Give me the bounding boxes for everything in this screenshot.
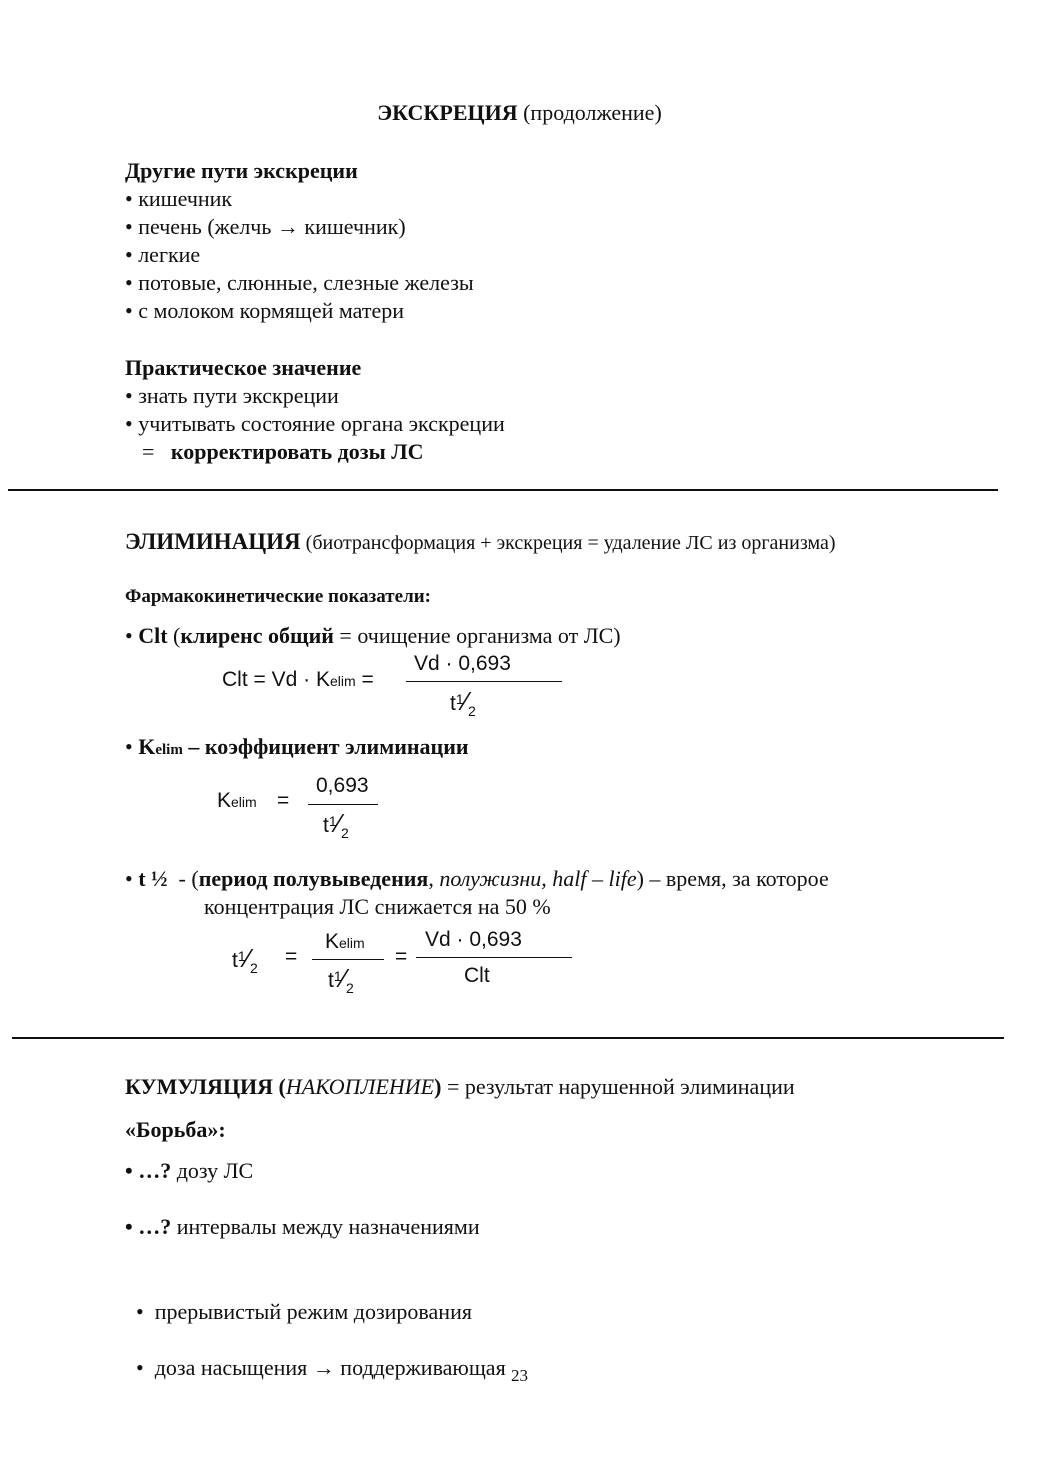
thalf-formula-lhs: $t^1⁄_2$ bbox=[232, 943, 258, 976]
equals-sign: = bbox=[142, 439, 155, 464]
list-item: • учитывать состояние органа экскреции bbox=[125, 411, 505, 436]
fight-heading: «Борьба»: bbox=[125, 1117, 226, 1142]
fraction-bar bbox=[312, 959, 384, 960]
list-item: • знать пути экскреции bbox=[125, 383, 339, 408]
elimination-title-bold: ЭЛИМИНАЦИЯ bbox=[125, 529, 301, 554]
thalf-line bbox=[125, 865, 829, 893]
elimination-title-rest: (биотрансформация + экскреция = удаление ЛС из организма) bbox=[300, 532, 836, 554]
list-item: • легкие bbox=[125, 242, 201, 267]
thalf-formula-eq2: = bbox=[395, 945, 408, 968]
excretion-title bbox=[0, 100, 1039, 126]
thalf-formula-numerator2: Vd · 0,693 bbox=[425, 928, 522, 951]
thalf-line-2: концентрация ЛС снижается на 50 % bbox=[204, 894, 551, 919]
list-item: • печень (желчь → кишечник) bbox=[125, 214, 406, 239]
cumulation-title-italic: НАКОПЛЕНИЕ bbox=[285, 1074, 435, 1099]
clt-line bbox=[125, 622, 621, 650]
thalf-formula-denominator2: Clt bbox=[464, 964, 490, 987]
fraction-bar bbox=[406, 681, 562, 682]
cumulation-title-bold-close: ) bbox=[434, 1074, 442, 1099]
thalf-formula-eq1: = bbox=[285, 945, 298, 968]
bullet: • bbox=[125, 734, 139, 759]
other-routes-heading: Другие пути экскреции bbox=[125, 158, 358, 183]
list-item: • …? интервалы между назначениями bbox=[125, 1214, 480, 1239]
clt-open: ( bbox=[167, 623, 181, 648]
clt-formula-denominator: $t^1⁄_2$ bbox=[450, 686, 476, 719]
practical-heading: Практическое значение bbox=[125, 355, 362, 380]
thalf-rest: ) – время, за которое bbox=[636, 866, 829, 891]
kelim-formula-numerator: 0,693 bbox=[316, 774, 369, 797]
section-divider bbox=[8, 489, 998, 491]
cumulation-title bbox=[125, 1073, 795, 1101]
clt-term: клиренс общий bbox=[180, 623, 334, 648]
thalf-formula-numerator1: Kelim bbox=[325, 930, 365, 953]
clt-formula-numerator: Vd · 0,693 bbox=[414, 652, 511, 675]
cumulation-title-rest: = результат нарушенной элиминации bbox=[441, 1074, 795, 1099]
correct-doses-text: корректировать дозы ЛС bbox=[170, 439, 424, 464]
excretion-title-bold: ЭКСКРЕЦИЯ bbox=[377, 100, 518, 125]
fraction-bar bbox=[416, 957, 572, 958]
cumulation-title-bold: КУМУЛЯЦИЯ ( bbox=[125, 1074, 286, 1099]
clt-name: Clt bbox=[138, 623, 168, 648]
list-item: • кишечник bbox=[125, 186, 233, 211]
kelim-rest: – коэффициент элиминации bbox=[182, 734, 469, 759]
kelim-k: K bbox=[138, 734, 156, 759]
kelim-formula-lhs: Kelim bbox=[217, 789, 257, 812]
list-item: • потовые, слюнные, слезные железы bbox=[125, 270, 474, 295]
bullet: • bbox=[125, 623, 139, 648]
thalf-alt: полужизни, half – life bbox=[439, 866, 637, 891]
kelim-line bbox=[125, 733, 469, 764]
bullet: • bbox=[125, 866, 139, 891]
list-item: • доза насыщения → поддерживающая bbox=[136, 1355, 506, 1380]
correct-doses-line bbox=[142, 438, 424, 466]
clt-formula-lhs: Clt = Vd · Kelim = bbox=[222, 668, 374, 691]
pk-heading: Фармакокинетические показатели: bbox=[125, 586, 432, 607]
list-item: • с молоком кормящей матери bbox=[125, 298, 405, 323]
thalf-dash: - ( bbox=[167, 866, 199, 891]
list-item: • …? дозу ЛС bbox=[125, 1158, 254, 1183]
section-divider bbox=[12, 1037, 1004, 1039]
excretion-title-rest: (продолжение) bbox=[517, 100, 662, 125]
thalf-formula-denominator1: $t^1⁄_2$ bbox=[328, 963, 354, 996]
kelim-formula-eq: = bbox=[277, 789, 290, 812]
thalf-term: период полувыведения bbox=[198, 866, 429, 891]
kelim-sub: elim bbox=[155, 742, 183, 758]
elimination-title bbox=[125, 528, 836, 557]
kelim-formula-denominator: $t^1⁄_2$ bbox=[323, 808, 349, 841]
thalf-comma: , bbox=[428, 866, 440, 891]
list-item: • прерывистый режим дозирования bbox=[136, 1299, 472, 1324]
page-number: 23 bbox=[511, 1366, 528, 1385]
clt-rest: = очищение организма от ЛС) bbox=[333, 623, 621, 648]
thalf-name: t ½ bbox=[138, 866, 168, 891]
fraction-bar bbox=[308, 804, 378, 805]
